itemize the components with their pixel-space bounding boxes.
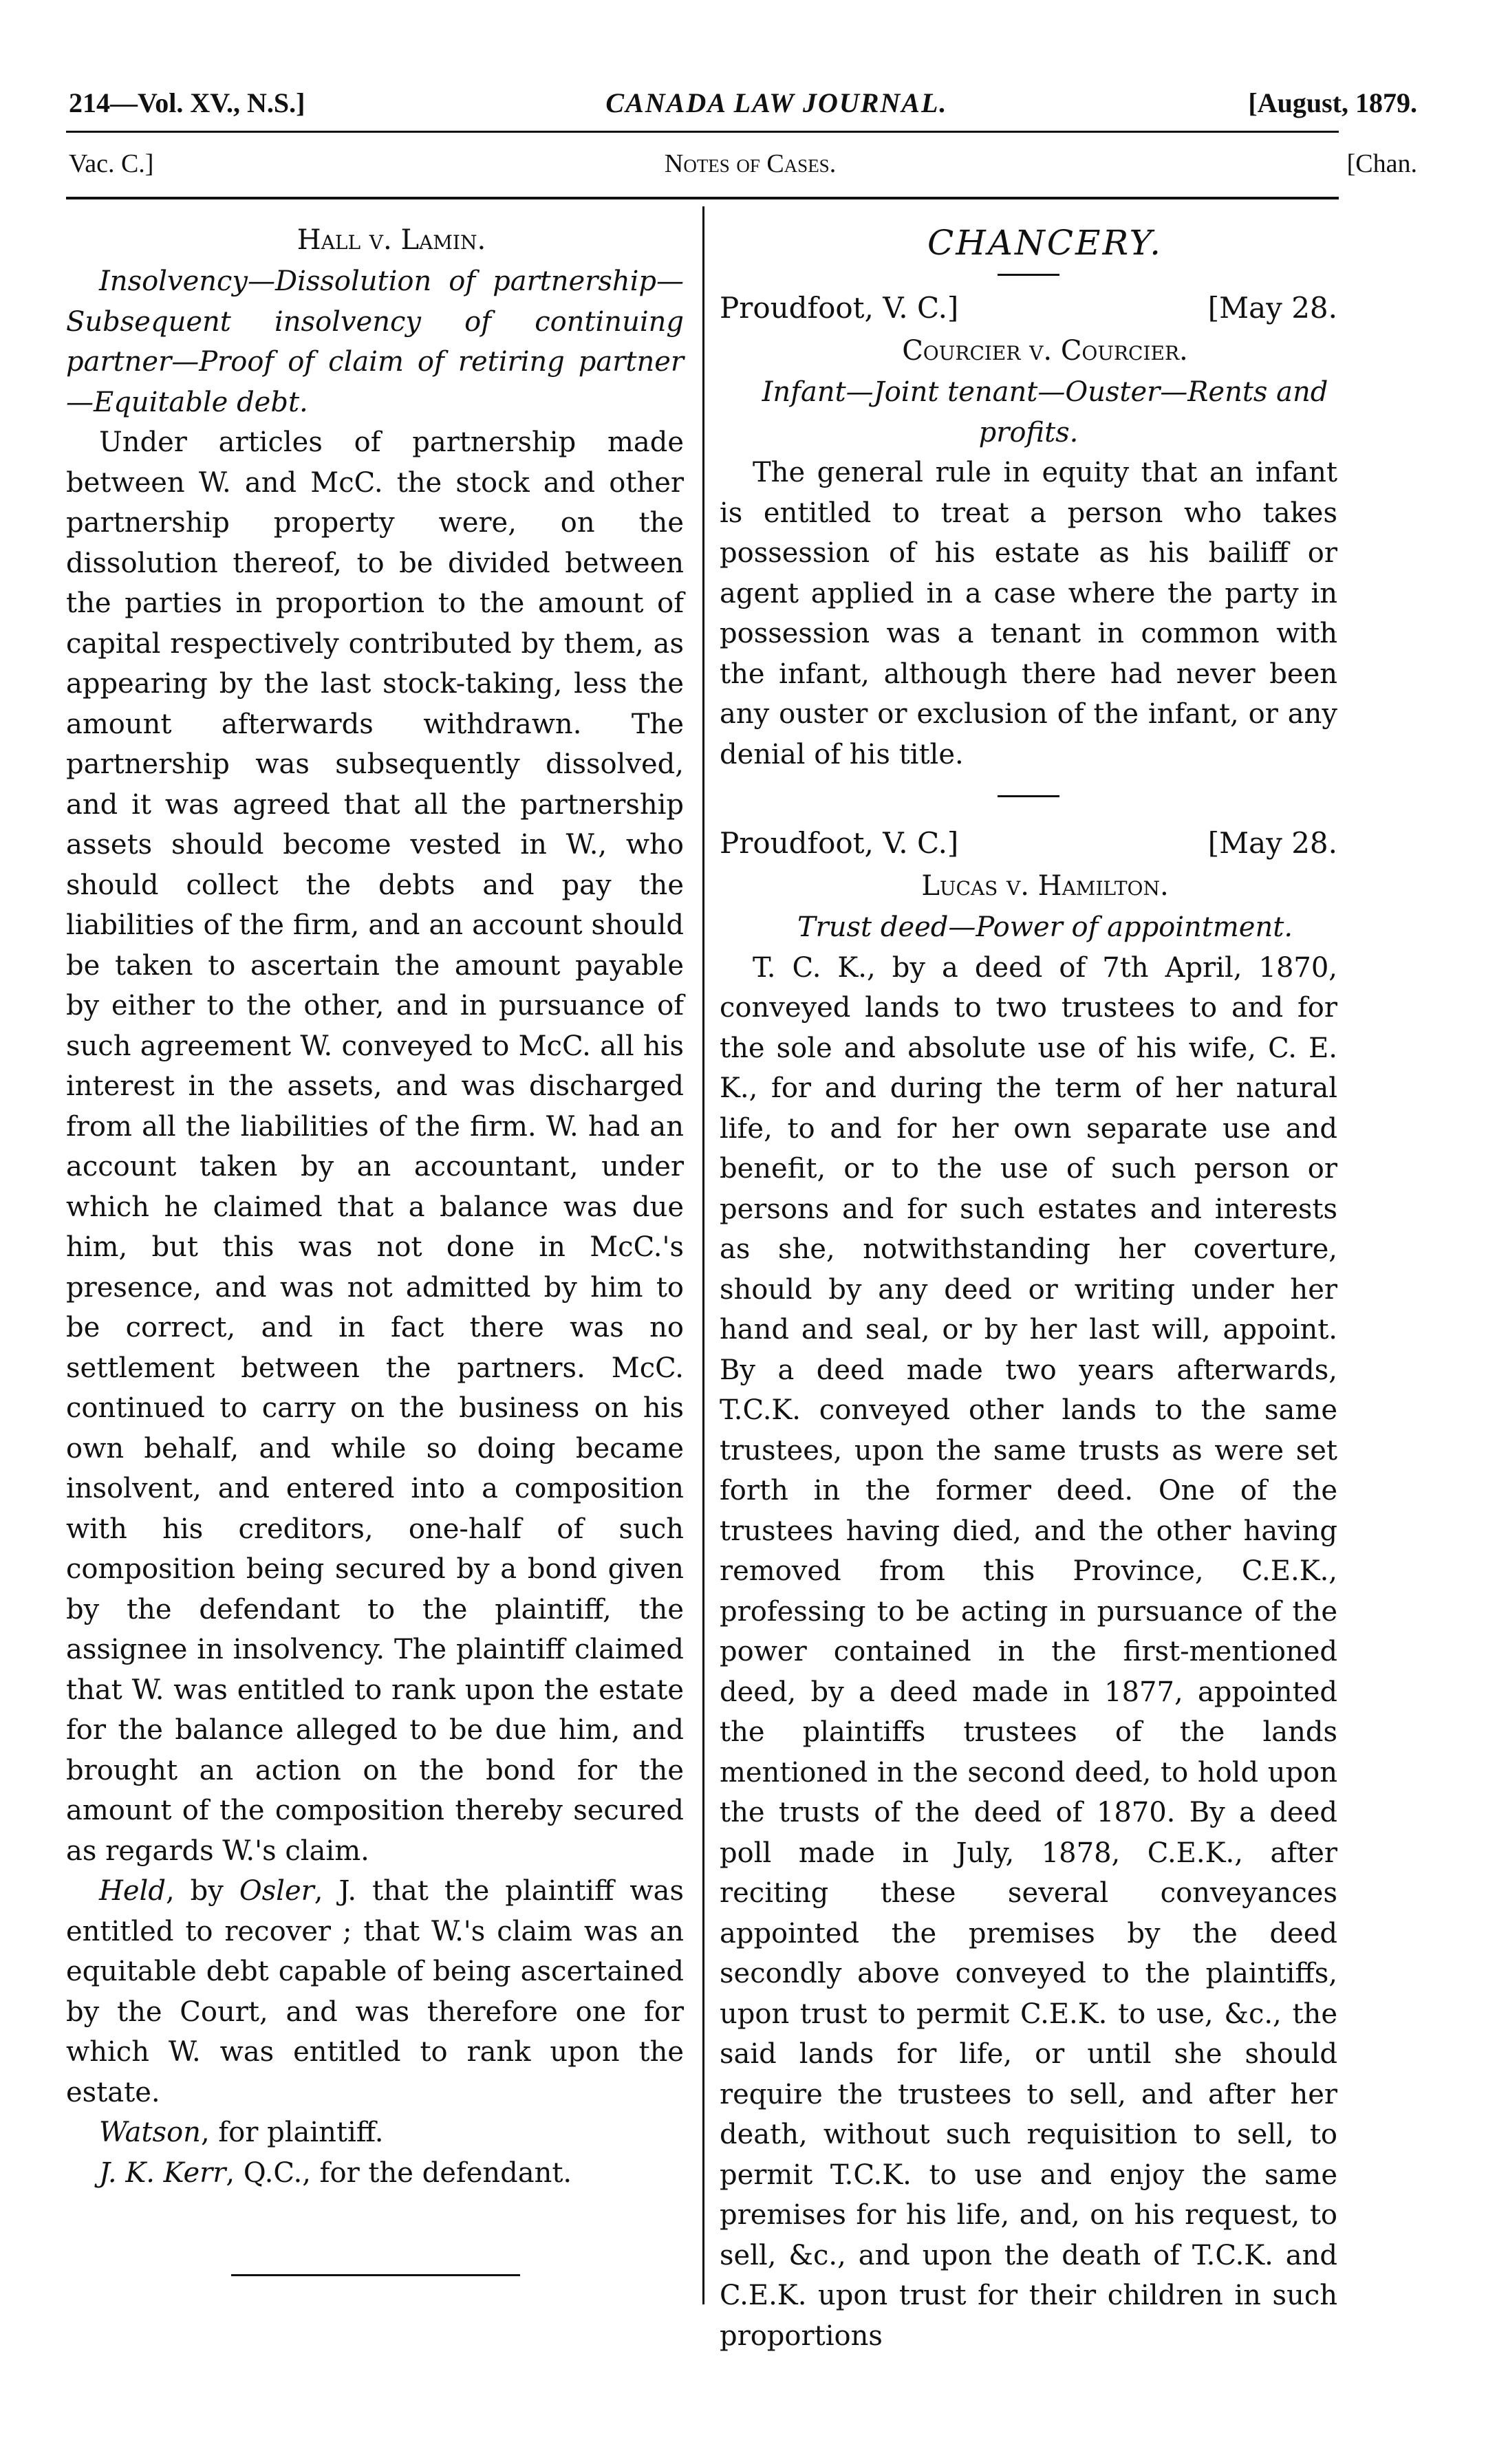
chancery-heading: CHANCERY.: [927, 223, 1163, 263]
case2-date: [May 28.: [1207, 826, 1337, 860]
case-separator: [998, 795, 1059, 797]
case2-court-line: [720, 822, 1337, 865]
case-body: Under articles of partnership made between W. and McC. the stock and other partnership property were, on the dissolution thereof, to be divided between the parties in proportion to the amount of capital respectively contributed by them, as appearing by the last stock-taking, less the amount afterwards withdrawn. The partnership was subsequently dissolved, and it was agreed that all the partnership assets should become vested in W., who should collect the debts and pay the liabilities of the firm, and an account should be taken to ascertain the amount payable by either to the other, and in pursuance of such agreement W. conveyed to McC. all his interest in the assets, and was discharged from all the liabilities of the firm. W. had an account taken by an accountant, under which he claimed that a balance was due him, but this was not done in McC.'s presence, and was not admitted by him to be correct, and in fact there was no settlement between the partners. McC. continued to carry on the business on his own behalf, and while so doing became insolvent, and entered into a composition with his creditors, one-half of such composition being secured by a bond given by the defendant to the plaintiff, the assignee in insolvency. The plaintiff claimed that W. was entitled to rank upon the estate for the balance alleged to be due him, and brought an action on the bond for the amount of the composition thereby secured as regards W.'s claim.: [66, 426, 684, 1867]
counsel-plaintiff: Watson, for plaintiff.: [99, 2117, 384, 2148]
column-divider: [702, 206, 704, 2304]
left-column: [66, 219, 684, 2276]
issue-date: [August, 1879.: [1248, 87, 1417, 118]
headnote: Insolvency—Dissolution of partnership—Subsequent insolvency of continuing partner—Proof of claim of retiring partner—Equitable debt.: [66, 266, 684, 418]
section-label: Notes of Cases.: [664, 149, 837, 178]
heading-rule: [998, 274, 1059, 276]
case1-court-line: [720, 287, 1337, 329]
section-header: [69, 149, 1417, 179]
running-header: [69, 87, 1417, 119]
section-rule: [66, 197, 1339, 199]
case-title-lucas-v-hamilton: Lucas v. Hamilton.: [921, 870, 1169, 902]
counsel-defendant: J. K. Kerr, Q.C., for the defendant.: [99, 2157, 572, 2189]
end-rule: [231, 2274, 520, 2276]
held-word: Held: [99, 1875, 166, 1907]
case1-body: The general rule in equity that an infant is entitled to treat a person who takes possession of his estate as his bailiff or agent applied in a case where the party in possession was a tenant in common with the infant, although there had never been any ouster or exclusion of the infant, or any denial of his title.: [720, 457, 1337, 770]
holding: Held, by Osler, J. that the plaintiff was entitled to recover ; that W.'s claim was an equitable debt capable of being ascertained by the Court, and was therefore one for which W. was entitled to rank upon the estate.: [66, 1875, 684, 2108]
case1-headnote: Infant—Joint tenant—Ouster—Rents and profits.: [762, 376, 1328, 449]
journal-title: CANADA LAW JOURNAL.: [605, 87, 948, 118]
case-title-hall-v-lamin: Hall v. Lamin.: [297, 224, 486, 256]
left-court-label: Vac. C.]: [69, 149, 154, 178]
right-column: [720, 219, 1337, 2356]
judge-name: Osler: [239, 1875, 314, 1907]
page-reference: 214—Vol. XV., N.S.]: [69, 87, 305, 118]
case2-body: T. C. K., by a deed of 7th April, 1870, conveyed lands to two trustees to and for the sole and absolute use of his wife, C. E. K., for and during the term of her natural life, to and for her own separate use and benefit, or to the use of such person or persons and for such estates and interests as she, notwithstanding her coverture, should by any deed or writing under her hand and seal, or by her last will, appoint. By a deed made two years afterwards, T.C.K. conveyed other lands to the same trustees, upon the same trusts as were set forth in the former deed. One of the trustees having died, and the other having removed from this Province, C.E.K., professing to be acting in pursuance of the power contained in the first-mentioned deed, by a deed made in 1877, appointed the plaintiffs trustees of the lands mentioned in the second deed, to hold upon the trusts of the deed of 1870. By a deed poll made in July, 1878, C.E.K., after reciting these several conveyances appointed the premises by the deed secondly above conveyed to the plaintiffs, upon trust to permit C.E.K. to use, &c., the said lands for life, or until she should require the trustees to sell, and after her death, without such requisition to sell, to permit T.C.K. to use and enjoy the same premises for his life, and, on his request, to sell, &c., and upon the death of T.C.K. and C.E.K. upon trust for their children in such proportions: [720, 951, 1337, 2352]
case2-headnote: Trust deed—Power of appointment.: [797, 911, 1293, 943]
header-rule: [66, 131, 1339, 133]
case1-judge: Proudfoot, V. C.]: [720, 291, 959, 325]
case2-judge: Proudfoot, V. C.]: [720, 826, 959, 860]
case-title-courcier: Courcier v. Courcier.: [902, 335, 1188, 367]
right-court-label: [Chan.: [1346, 149, 1417, 178]
case1-date: [May 28.: [1207, 291, 1337, 325]
